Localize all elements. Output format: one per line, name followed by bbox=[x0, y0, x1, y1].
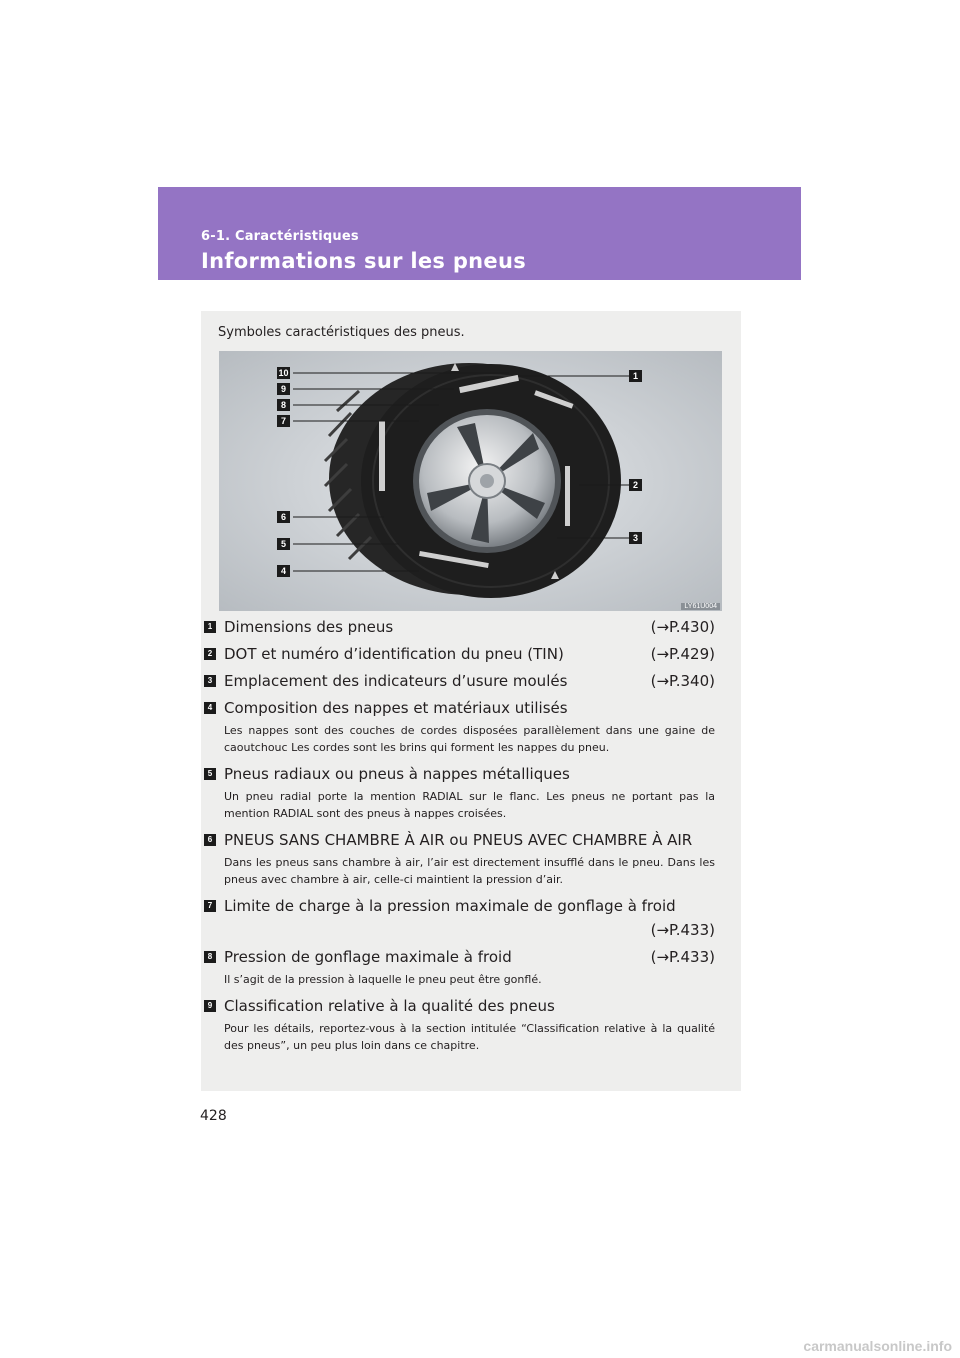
list-item bbox=[201, 696, 741, 756]
item-marker: 7 bbox=[204, 900, 216, 912]
content-panel bbox=[201, 311, 741, 1091]
item-description: Les nappes sont des couches de cordes disposées parallèlement dans une gaine de caoutchouc Les cordes sont les brins qui forment les nappes du pneu. bbox=[224, 724, 715, 754]
page-title: Informations sur les pneus bbox=[201, 249, 527, 273]
item-description: Dans les pneus sans chambre à air, l’air est directement insufflé dans le pneu. Dans les pneus avec chambre à air, celle-ci maintient la pression d’air. bbox=[224, 856, 715, 886]
item-title: Classification relative à la qualité des pneus bbox=[224, 997, 555, 1015]
item-description: Un pneu radial porte la mention RADIAL sur le flanc. Les pneus ne portant pas la mention RADIAL sont des pneus à nappes croisées. bbox=[224, 790, 715, 820]
intro-text: Symboles caractéristiques des pneus. bbox=[218, 325, 465, 340]
callout-10: 10 bbox=[278, 368, 289, 378]
item-title: Composition des nappes et matériaux utilisés bbox=[224, 699, 568, 717]
item-marker: 1 bbox=[204, 621, 216, 633]
callout-7: 7 bbox=[277, 415, 290, 427]
page-reference: (→P.433) bbox=[650, 948, 715, 966]
item-title-text: Emplacement des indicateurs d’usure moulés bbox=[224, 672, 568, 690]
item-title-text: Limite de charge à la pression maximale de gonflage à froid bbox=[224, 897, 676, 915]
page-reference: (→P.340) bbox=[650, 672, 715, 690]
item-marker: 9 bbox=[204, 1000, 216, 1012]
page-reference: (→P.433) bbox=[650, 921, 715, 939]
page-number: 428 bbox=[200, 1108, 227, 1124]
tire-symbol-list bbox=[201, 615, 741, 1060]
callout-6: 6 bbox=[277, 511, 290, 523]
tire-illustration bbox=[219, 351, 722, 611]
item-marker: 3 bbox=[204, 675, 216, 687]
figure-code: LY61U004 bbox=[681, 603, 720, 610]
item-marker: 8 bbox=[204, 951, 216, 963]
tire-image bbox=[219, 351, 722, 611]
list-item bbox=[201, 894, 741, 942]
item-marker: 4 bbox=[204, 702, 216, 714]
item-marker: 5 bbox=[204, 768, 216, 780]
item-title: Pneus radiaux ou pneus à nappes métalliques bbox=[224, 765, 570, 783]
list-item bbox=[201, 762, 741, 822]
item-title: PNEUS SANS CHAMBRE À AIR ou PNEUS AVEC CHAMBRE À AIR bbox=[224, 831, 693, 849]
item-title-text: Pression de gonflage maximale à froid bbox=[224, 948, 512, 966]
callout-4: 4 bbox=[277, 565, 290, 577]
item-title-text: Dimensions des pneus bbox=[224, 618, 394, 636]
list-item bbox=[201, 669, 741, 693]
item-title-text: DOT et numéro d’identification du pneu (TIN) bbox=[224, 645, 564, 663]
page-reference: (→P.429) bbox=[650, 645, 715, 663]
item-title bbox=[224, 945, 715, 969]
item-title bbox=[224, 642, 715, 666]
section-label: 6-1. Caractéristiques bbox=[201, 229, 359, 244]
item-title bbox=[224, 669, 715, 693]
callout-8: 8 bbox=[277, 399, 290, 411]
item-description: Pour les détails, reportez-vous à la section intitulée “Classification relative à la qualité des pneus”, un peu plus loin dans ce chapitre. bbox=[224, 1022, 715, 1052]
callout-5: 5 bbox=[277, 538, 290, 550]
item-description: Il s’agit de la pression à laquelle le pneu peut être gonflé. bbox=[224, 973, 542, 986]
item-marker: 2 bbox=[204, 648, 216, 660]
list-item bbox=[201, 945, 741, 988]
callout-1: 1 bbox=[629, 370, 642, 382]
watermark: carmanualsonline.info bbox=[803, 1338, 952, 1354]
page-reference: (→P.430) bbox=[650, 618, 715, 636]
list-item bbox=[201, 642, 741, 666]
callout-2: 2 bbox=[629, 479, 642, 491]
list-item bbox=[201, 615, 741, 639]
list-item bbox=[201, 994, 741, 1054]
list-item bbox=[201, 828, 741, 888]
item-title bbox=[224, 615, 715, 639]
item-title bbox=[224, 894, 715, 942]
callout-3: 3 bbox=[629, 532, 642, 544]
header-band bbox=[158, 187, 801, 280]
callout-9: 9 bbox=[277, 383, 290, 395]
item-marker: 6 bbox=[204, 834, 216, 846]
